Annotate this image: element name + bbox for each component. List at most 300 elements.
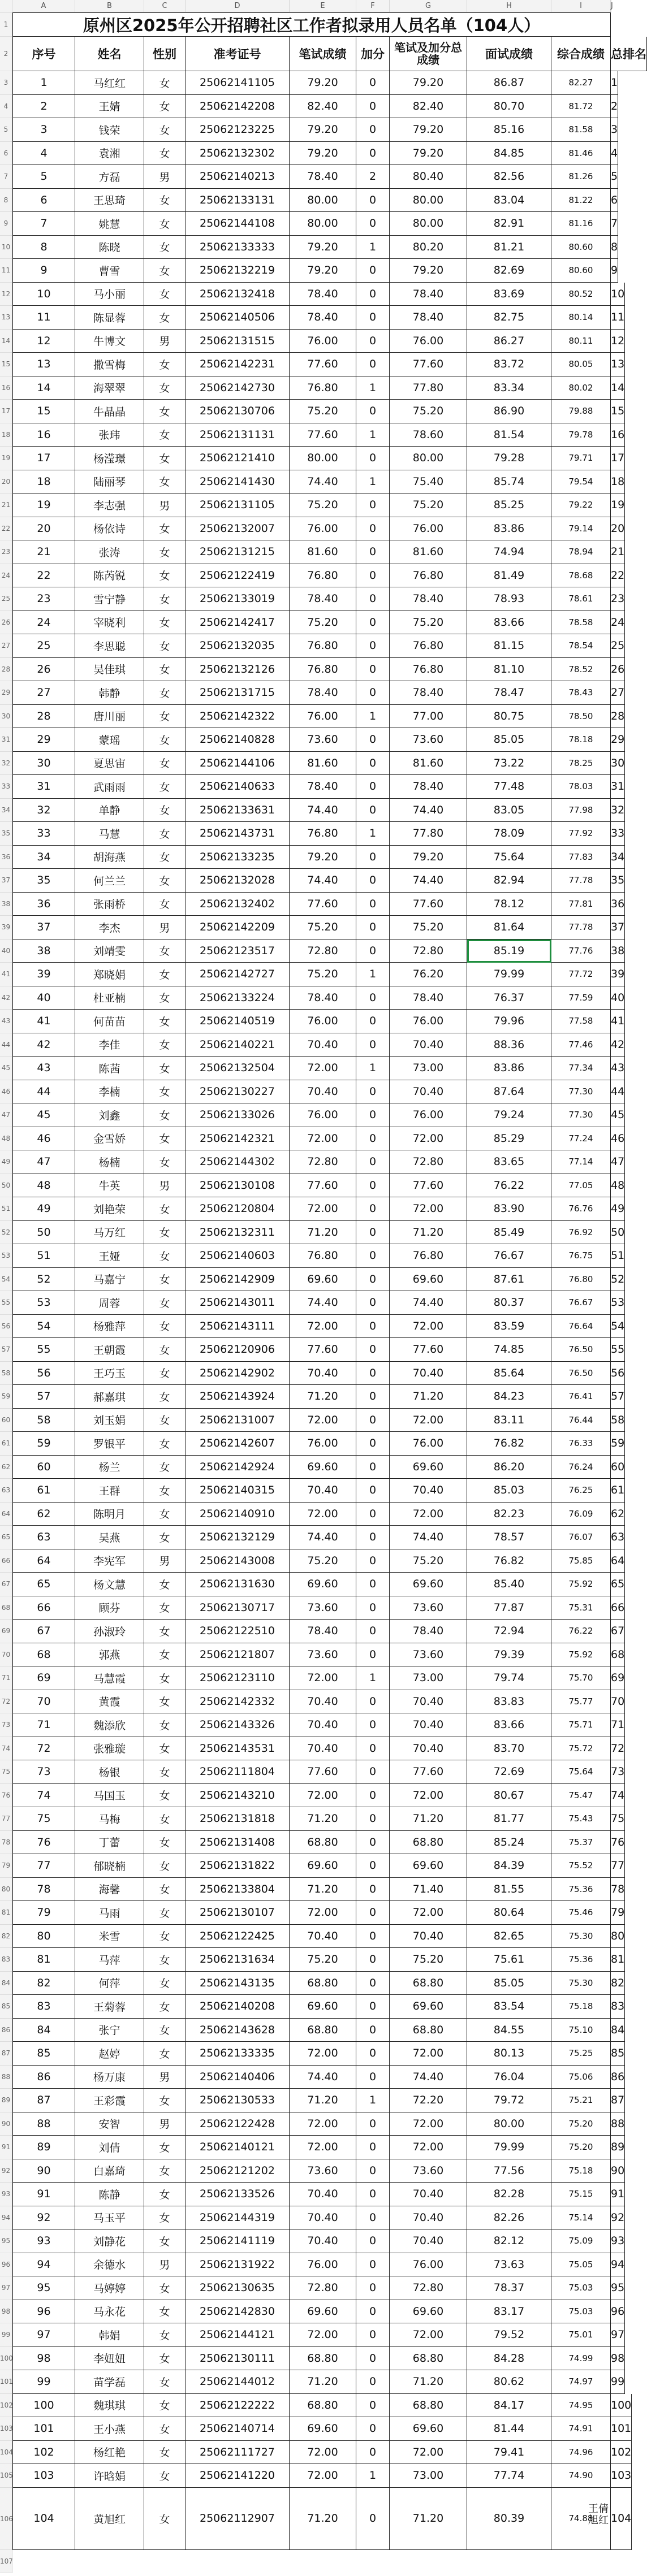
table-cell[interactable]: 74.97 [551, 2370, 611, 2394]
table-cell[interactable]: 75.03 [551, 2300, 611, 2324]
table-cell[interactable]: 51 [611, 1244, 625, 1268]
table-cell[interactable]: 71.20 [290, 1878, 356, 1902]
table-cell[interactable]: 83.34 [467, 376, 551, 400]
table-cell[interactable]: 72.94 [467, 1620, 551, 1643]
table-cell[interactable]: 0 [356, 1690, 390, 1714]
table-cell[interactable]: 83.86 [467, 517, 551, 541]
table-cell[interactable]: 0 [356, 1268, 390, 1292]
table-cell[interactable]: 0 [356, 330, 390, 353]
table-cell[interactable]: 1 [356, 1057, 390, 1080]
table-cell[interactable]: 许晗娟 [75, 2464, 144, 2488]
column-header-a[interactable]: A [12, 0, 75, 12]
table-cell[interactable]: 25062131630 [186, 1573, 290, 1596]
table-cell[interactable]: 王娅 [75, 1244, 144, 1268]
table-cell[interactable]: 103 [611, 2464, 632, 2488]
table-cell[interactable]: 52 [611, 1268, 625, 1292]
table-cell[interactable]: 70.40 [290, 1713, 356, 1737]
table-cell[interactable]: 79.72 [467, 2089, 551, 2112]
table-cell[interactable]: 77.60 [290, 1174, 356, 1198]
table-cell[interactable]: 74.40 [290, 2066, 356, 2089]
table-cell[interactable]: 76.44 [551, 1409, 611, 1432]
table-cell[interactable]: 77.87 [467, 1596, 551, 1620]
table-cell[interactable]: 25062144108 [186, 212, 290, 236]
table-cell[interactable]: 82.26 [467, 2206, 551, 2230]
row-header[interactable]: 4 [0, 95, 12, 119]
table-cell[interactable]: 81.46 [551, 142, 611, 166]
table-cell[interactable]: 76.22 [467, 1174, 551, 1198]
table-cell[interactable]: 25062131131 [186, 423, 290, 447]
row-header[interactable]: 95 [0, 2229, 12, 2253]
table-cell[interactable]: 75.20 [390, 1549, 467, 1573]
table-cell[interactable]: 0 [356, 658, 390, 682]
table-cell[interactable]: 74.96 [551, 2441, 611, 2465]
table-cell[interactable]: 77.60 [290, 1760, 356, 1784]
table-cell[interactable]: 78.40 [390, 587, 467, 611]
table-cell[interactable]: 女 [144, 1784, 186, 1808]
table-cell[interactable]: 蒙瑶 [75, 728, 144, 752]
table-cell[interactable]: 75.64 [467, 846, 551, 869]
table-cell[interactable]: 77.80 [390, 822, 467, 846]
table-cell[interactable]: 69.60 [290, 1854, 356, 1878]
table-cell[interactable]: 35 [12, 869, 75, 893]
table-cell[interactable]: 92 [611, 2206, 625, 2230]
table-cell[interactable]: 13 [12, 353, 75, 376]
table-cell[interactable]: 90 [12, 2159, 75, 2183]
table-cell[interactable]: 69.60 [390, 1268, 467, 1292]
table-cell[interactable]: 杨雅萍 [75, 1315, 144, 1339]
table-cell[interactable]: 韩静 [75, 681, 144, 705]
table-cell[interactable]: 23 [12, 587, 75, 611]
table-cell[interactable]: 80.60 [551, 259, 611, 283]
table-cell[interactable]: 82.12 [467, 2229, 551, 2253]
table-cell[interactable]: 74.40 [390, 869, 467, 893]
table-cell[interactable]: 丁蕾 [75, 1831, 144, 1855]
table-cell[interactable]: 7 [611, 212, 618, 236]
table-cell[interactable]: 女 [144, 1948, 186, 1972]
table-cell[interactable]: 25062142902 [186, 1362, 290, 1386]
table-cell[interactable]: 86 [611, 2066, 625, 2089]
table-cell[interactable]: 女 [144, 940, 186, 963]
table-cell[interactable]: 81.58 [551, 118, 611, 142]
table-cell[interactable]: 72.00 [290, 1784, 356, 1808]
table-cell[interactable]: 78.94 [551, 540, 611, 564]
table-cell[interactable]: 女 [144, 1760, 186, 1784]
table-cell[interactable]: 30 [12, 752, 75, 776]
table-cell[interactable]: 76.75 [551, 1244, 611, 1268]
table-cell[interactable]: 71 [12, 1713, 75, 1737]
table-cell[interactable]: 76.80 [290, 634, 356, 658]
row-header[interactable]: 85 [0, 1995, 12, 2019]
table-cell[interactable]: 78.40 [290, 1620, 356, 1643]
table-cell[interactable]: 76.00 [390, 2253, 467, 2277]
table-cell[interactable]: 72.80 [390, 940, 467, 963]
table-cell[interactable]: 周蓉 [75, 1291, 144, 1315]
row-header[interactable]: 43 [0, 1010, 12, 1033]
table-cell[interactable]: 64 [12, 1549, 75, 1573]
table-cell[interactable]: 女 [144, 1268, 186, 1292]
table-cell[interactable]: 78.12 [467, 893, 551, 916]
table-cell[interactable]: 70.40 [390, 2206, 467, 2230]
table-cell[interactable]: 张涛 [75, 540, 144, 564]
table-cell[interactable]: 81.72 [551, 95, 611, 119]
table-cell[interactable]: 72.80 [390, 2276, 467, 2300]
table-cell[interactable]: 男 [144, 1549, 186, 1573]
table-cell[interactable]: 104 [611, 2488, 632, 2550]
table-cell[interactable]: 56 [611, 1362, 625, 1386]
table-cell[interactable]: 25062130111 [186, 2347, 290, 2371]
table-cell[interactable]: 15 [12, 400, 75, 423]
table-cell[interactable]: 83.90 [467, 1197, 551, 1221]
table-cell[interactable]: 女 [144, 2206, 186, 2230]
table-cell[interactable]: 77.72 [551, 963, 611, 986]
table-cell[interactable]: 75.20 [390, 493, 467, 517]
table-cell[interactable]: 79.20 [290, 118, 356, 142]
table-cell[interactable]: 18 [611, 470, 625, 494]
table-cell[interactable]: 马小丽 [75, 283, 144, 306]
table-cell[interactable]: 75.70 [551, 1666, 611, 1690]
table-cell[interactable]: 0 [356, 775, 390, 799]
table-cell[interactable]: 41 [611, 1010, 625, 1033]
table-cell[interactable]: 77.98 [551, 799, 611, 822]
table-cell[interactable]: 83.83 [467, 1690, 551, 1714]
table-cell[interactable]: 86.87 [467, 71, 551, 95]
table-cell[interactable]: 马国玉 [75, 1784, 144, 1808]
table-cell[interactable]: 0 [356, 1150, 390, 1174]
table-cell[interactable]: 0 [356, 1526, 390, 1549]
row-header[interactable]: 93 [0, 2183, 12, 2206]
table-cell[interactable]: 1 [356, 963, 390, 986]
table-cell[interactable]: 82.27 [551, 71, 611, 95]
table-cell[interactable]: 72.00 [290, 2112, 356, 2136]
table-cell[interactable]: 72.00 [390, 1784, 467, 1808]
table-cell[interactable]: 37 [12, 916, 75, 940]
table-cell[interactable]: 77.60 [390, 353, 467, 376]
table-cell[interactable]: 74.40 [290, 799, 356, 822]
table-cell[interactable]: 67 [611, 1620, 625, 1643]
table-cell[interactable]: 0 [356, 1995, 390, 2019]
table-cell[interactable]: 42 [611, 1033, 625, 1057]
table-cell[interactable]: 0 [356, 587, 390, 611]
table-cell[interactable]: 0 [356, 1620, 390, 1643]
table-cell[interactable]: 70.40 [390, 1033, 467, 1057]
table-cell[interactable]: 81 [12, 1948, 75, 1972]
table-cell[interactable]: 79 [611, 1901, 625, 1925]
table-cell[interactable]: 0 [356, 1948, 390, 1972]
table-cell[interactable]: 27 [611, 681, 625, 705]
table-cell[interactable]: 25062140121 [186, 2136, 290, 2159]
table-cell[interactable]: 71.40 [390, 1878, 467, 1902]
table-cell[interactable]: 43 [12, 1057, 75, 1080]
table-cell[interactable]: 83.59 [467, 1315, 551, 1339]
table-cell[interactable]: 女 [144, 306, 186, 330]
table-cell[interactable]: 25062143008 [186, 1549, 290, 1573]
table-cell[interactable]: 0 [356, 846, 390, 869]
row-header[interactable]: 37 [0, 869, 12, 893]
table-cell[interactable]: 刘倩 [75, 2136, 144, 2159]
table-cell[interactable]: 71.20 [390, 1221, 467, 1245]
table-cell[interactable]: 82.75 [467, 306, 551, 330]
table-cell[interactable]: 1 [356, 705, 390, 729]
table-cell[interactable]: 25062144012 [186, 2370, 290, 2394]
table-cell[interactable]: 83 [611, 1995, 625, 2019]
table-cell[interactable]: 李佳 [75, 1033, 144, 1057]
row-header[interactable]: 91 [0, 2136, 12, 2159]
table-cell[interactable]: 86 [12, 2066, 75, 2089]
table-cell[interactable]: 25062120906 [186, 1338, 290, 1362]
row-header[interactable]: 45 [0, 1057, 12, 1080]
table-cell[interactable]: 0 [356, 634, 390, 658]
table-cell[interactable]: 75.37 [551, 1831, 611, 1855]
table-cell[interactable]: 男 [144, 916, 186, 940]
row-header[interactable]: 67 [0, 1573, 12, 1596]
table-cell[interactable]: 0 [356, 986, 390, 1010]
row-header[interactable]: 101 [0, 2370, 12, 2394]
table-cell[interactable]: 75.05 [551, 2253, 611, 2277]
table-cell[interactable]: 杨滢璟 [75, 447, 144, 470]
table-cell[interactable]: 78.68 [551, 564, 611, 588]
table-cell[interactable]: 96 [12, 2300, 75, 2324]
table-cell[interactable]: 100 [611, 2394, 632, 2418]
table-cell[interactable]: 0 [356, 2300, 390, 2324]
table-cell[interactable]: 0 [356, 1127, 390, 1151]
table-cell[interactable]: 吴燕 [75, 1526, 144, 1549]
table-cell[interactable]: 75.20 [290, 611, 356, 635]
table-cell[interactable]: 25062141220 [186, 2464, 290, 2488]
table-cell[interactable]: 25062132126 [186, 658, 290, 682]
table-cell[interactable]: 72.00 [290, 1127, 356, 1151]
table-cell[interactable]: 74 [611, 1784, 625, 1808]
table-cell[interactable]: 女 [144, 1596, 186, 1620]
table-cell[interactable]: 47 [611, 1150, 625, 1174]
table-cell[interactable]: 77.30 [551, 1080, 611, 1104]
table-cell[interactable]: 69.60 [390, 2417, 467, 2441]
row-header[interactable]: 16 [0, 376, 12, 400]
table-cell[interactable]: 69.60 [290, 1456, 356, 1479]
table-cell[interactable]: 女 [144, 752, 186, 776]
table-cell[interactable]: 53 [12, 1291, 75, 1315]
table-cell[interactable]: 85.16 [467, 118, 551, 142]
table-cell[interactable]: 82.56 [467, 165, 551, 189]
table-cell[interactable]: 25062132007 [186, 517, 290, 541]
table-cell[interactable]: 81.10 [467, 658, 551, 682]
table-cell[interactable]: 25062131634 [186, 1948, 290, 1972]
row-header[interactable]: 41 [0, 963, 12, 986]
table-cell[interactable]: 85.03 [467, 1479, 551, 1503]
table-cell[interactable]: 71 [611, 1713, 625, 1737]
table-cell[interactable]: 25062133631 [186, 799, 290, 822]
table-cell[interactable]: 女 [144, 376, 186, 400]
table-cell[interactable]: 61 [12, 1479, 75, 1503]
table-cell[interactable]: 72.00 [290, 1197, 356, 1221]
table-cell[interactable]: 25062133224 [186, 986, 290, 1010]
table-cell[interactable]: 75.20 [290, 916, 356, 940]
table-cell[interactable]: 86.27 [467, 330, 551, 353]
table-cell[interactable]: 79.20 [290, 142, 356, 166]
table-cell[interactable]: 女 [144, 2183, 186, 2206]
row-header[interactable]: 64 [0, 1503, 12, 1526]
table-cell[interactable]: 女 [144, 2394, 186, 2418]
table-cell[interactable]: 76.00 [290, 517, 356, 541]
table-cell[interactable]: 25062141119 [186, 2229, 290, 2253]
table-cell[interactable]: 76.00 [290, 1010, 356, 1033]
table-cell[interactable]: 0 [356, 517, 390, 541]
table-cell[interactable]: 75.20 [290, 1549, 356, 1573]
table-cell[interactable]: 79.41 [467, 2441, 551, 2465]
table-cell[interactable]: 25062122419 [186, 564, 290, 588]
table-cell[interactable]: 78.61 [551, 587, 611, 611]
table-cell[interactable]: 袁湘 [75, 142, 144, 166]
table-cell[interactable]: 黄霞 [75, 1690, 144, 1714]
table-cell[interactable]: 70 [12, 1690, 75, 1714]
table-cell[interactable]: 76.00 [290, 2253, 356, 2277]
table-cell[interactable]: 0 [356, 1291, 390, 1315]
table-cell[interactable]: 5 [12, 165, 75, 189]
table-cell[interactable]: 37 [611, 916, 625, 940]
table-cell[interactable]: 75.21 [551, 2089, 611, 2112]
table-cell[interactable]: 36 [12, 893, 75, 916]
table-cell[interactable]: 98 [12, 2347, 75, 2371]
table-cell[interactable]: 45 [611, 1103, 625, 1127]
table-cell[interactable]: 25062120804 [186, 1197, 290, 1221]
table-cell[interactable]: 68.80 [390, 2394, 467, 2418]
table-cell[interactable]: 77.60 [290, 353, 356, 376]
table-cell[interactable]: 81.44 [467, 2417, 551, 2441]
table-cell[interactable]: 96 [611, 2300, 625, 2324]
table-cell[interactable]: 马玉平 [75, 2206, 144, 2230]
table-cell[interactable]: 陈静 [75, 2183, 144, 2206]
table-cell[interactable]: 女 [144, 236, 186, 259]
table-cell[interactable]: 25062140714 [186, 2417, 290, 2441]
table-cell[interactable]: 陈晓 [75, 236, 144, 259]
row-header[interactable]: 63 [0, 1479, 12, 1503]
table-cell[interactable]: 0 [356, 95, 390, 119]
table-cell[interactable]: 何兰兰 [75, 869, 144, 893]
row-header[interactable]: 34 [0, 799, 12, 822]
table-cell[interactable]: 1 [356, 2464, 390, 2488]
table-cell[interactable]: 84.55 [467, 2019, 551, 2042]
table-cell[interactable]: 79.14 [551, 517, 611, 541]
table-cell[interactable]: 0 [356, 1362, 390, 1386]
table-cell[interactable]: 77.78 [551, 916, 611, 940]
table-cell[interactable]: 25062133131 [186, 189, 290, 213]
table-cell[interactable]: 女 [144, 728, 186, 752]
table-cell[interactable]: 84 [611, 2019, 625, 2042]
table-cell[interactable]: 26 [12, 658, 75, 682]
table-cell[interactable]: 72.00 [290, 1666, 356, 1690]
table-cell[interactable]: 25062130717 [186, 1596, 290, 1620]
table-cell[interactable]: 女 [144, 400, 186, 423]
row-header[interactable]: 66 [0, 1549, 12, 1573]
table-cell[interactable]: 80.13 [467, 2042, 551, 2066]
table-cell[interactable]: 男 [144, 2253, 186, 2277]
table-cell[interactable]: 0 [356, 681, 390, 705]
table-cell[interactable]: 11 [611, 306, 625, 330]
table-cell[interactable]: 79.99 [467, 963, 551, 986]
table-cell[interactable]: 女 [144, 2042, 186, 2066]
table-cell[interactable]: 76.50 [551, 1362, 611, 1386]
table-cell[interactable]: 76.67 [551, 1291, 611, 1315]
table-cell[interactable]: 女 [144, 2300, 186, 2324]
table-cell[interactable]: 69.60 [290, 2417, 356, 2441]
table-cell[interactable]: 85 [611, 2042, 625, 2066]
table-cell[interactable]: 63 [12, 1526, 75, 1549]
table-cell[interactable]: 女 [144, 1127, 186, 1151]
table-cell[interactable]: 78.03 [551, 775, 611, 799]
table-cell[interactable]: 女 [144, 142, 186, 166]
table-cell[interactable]: 王小燕 [75, 2417, 144, 2441]
table-cell[interactable]: 76 [611, 1831, 625, 1855]
table-cell[interactable]: 25062133804 [186, 1878, 290, 1902]
table-cell[interactable]: 74.90 [551, 2464, 611, 2488]
table-cell[interactable]: 72 [12, 1737, 75, 1761]
table-cell[interactable]: 75.10 [551, 2019, 611, 2042]
table-cell[interactable]: 0 [356, 1174, 390, 1198]
table-cell[interactable]: 女 [144, 846, 186, 869]
table-cell[interactable]: 25062132302 [186, 142, 290, 166]
table-cell[interactable]: 77.14 [551, 1150, 611, 1174]
table-cell[interactable]: 0 [356, 189, 390, 213]
row-header[interactable]: 23 [0, 540, 12, 564]
table-cell[interactable]: 25062140315 [186, 1479, 290, 1503]
table-cell[interactable]: 杨文慧 [75, 1573, 144, 1596]
table-cell[interactable]: 83.69 [467, 283, 551, 306]
table-cell[interactable]: 91 [12, 2183, 75, 2206]
table-cell[interactable]: 81.16 [551, 212, 611, 236]
table-cell[interactable]: 70 [611, 1690, 625, 1714]
table-cell[interactable]: 25062133019 [186, 587, 290, 611]
table-cell[interactable]: 78.40 [390, 1620, 467, 1643]
select-all-corner[interactable] [0, 0, 12, 12]
table-cell[interactable]: 75.72 [551, 1737, 611, 1761]
table-cell[interactable]: 25062122222 [186, 2394, 290, 2418]
table-cell[interactable]: 81.22 [551, 189, 611, 213]
table-cell[interactable]: 25062133235 [186, 846, 290, 869]
table-cell[interactable]: 0 [356, 1549, 390, 1573]
table-cell[interactable]: 76.00 [390, 1010, 467, 1033]
table-cell[interactable]: 76 [12, 1831, 75, 1855]
table-cell[interactable]: 刘静花 [75, 2229, 144, 2253]
table-cell[interactable]: 女 [144, 189, 186, 213]
table-cell[interactable]: 女 [144, 2370, 186, 2394]
table-cell[interactable]: 99 [611, 2370, 625, 2394]
table-cell[interactable]: 女 [144, 1456, 186, 1479]
table-cell[interactable]: 72.00 [290, 2323, 356, 2347]
table-cell[interactable]: 0 [356, 2112, 390, 2136]
table-cell[interactable]: 0 [356, 564, 390, 588]
table-cell[interactable]: 1 [356, 470, 390, 494]
table-cell[interactable]: 方磊 [75, 165, 144, 189]
table-cell[interactable]: 75.15 [551, 2183, 611, 2206]
row-header[interactable]: 42 [0, 986, 12, 1010]
table-cell[interactable]: 女 [144, 564, 186, 588]
table-cell[interactable]: 25062122428 [186, 2112, 290, 2136]
table-cell[interactable]: 0 [356, 2370, 390, 2394]
table-cell[interactable]: 61 [611, 1479, 625, 1503]
table-cell[interactable]: 72.80 [390, 1150, 467, 1174]
table-cell[interactable]: 76.80 [290, 564, 356, 588]
table-cell[interactable]: 0 [356, 2229, 390, 2253]
table-cell[interactable]: 25062142322 [186, 705, 290, 729]
row-header[interactable]: 74 [0, 1737, 12, 1761]
table-cell[interactable]: 0 [356, 353, 390, 376]
table-cell[interactable]: 79.78 [551, 423, 611, 447]
table-cell[interactable]: 104 [12, 2488, 75, 2550]
table-cell[interactable]: 48 [611, 1174, 625, 1198]
table-cell[interactable]: 82.40 [290, 95, 356, 119]
table-cell[interactable]: 76.80 [390, 564, 467, 588]
table-cell[interactable]: 张玮 [75, 423, 144, 447]
table-cell[interactable]: 80 [611, 1925, 625, 1949]
